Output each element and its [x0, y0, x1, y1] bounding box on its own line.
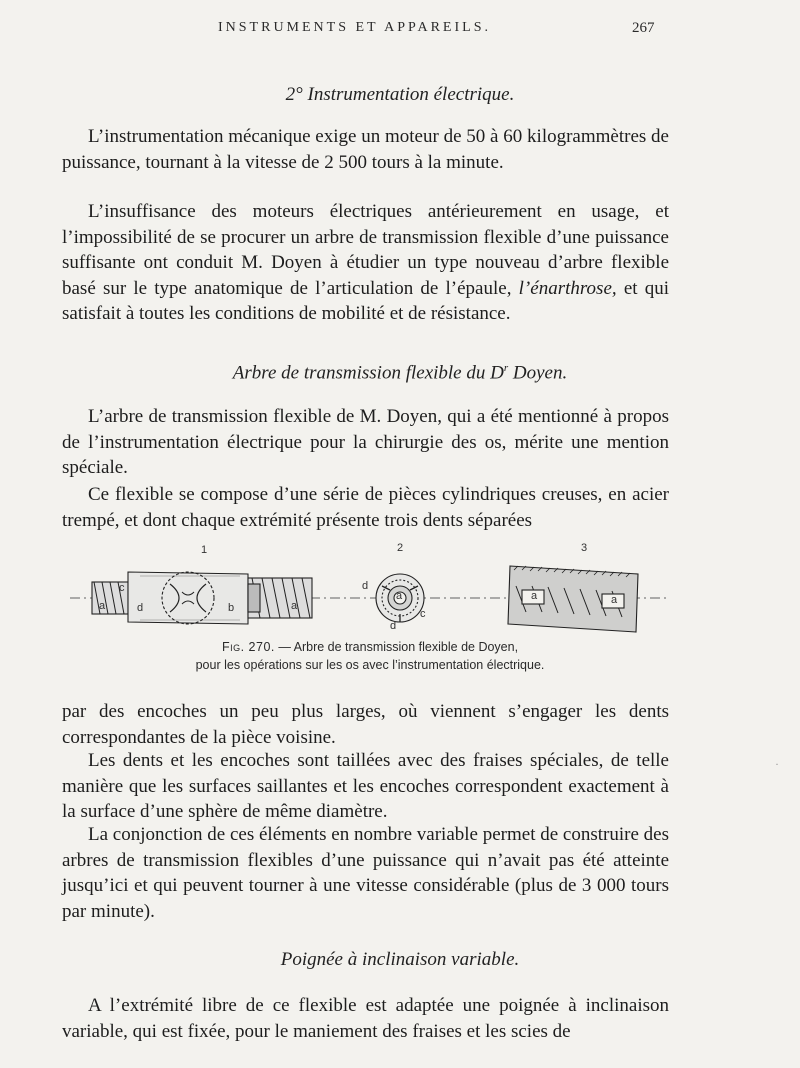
page-header: [0, 20, 800, 44]
paragraph-2-end: et qui satisfait à toutes les conditions de mobilité et de résistance.: [62, 277, 670, 324]
margin-speck: ·: [775, 757, 779, 771]
caption-line-1-text: — Arbre de transmission flexible de Doyen,: [274, 640, 519, 654]
figure-label-c-left: c: [119, 582, 125, 594]
figure-label-d-left: d: [137, 602, 144, 614]
arbre-title-end: Doyen.: [508, 362, 568, 384]
paragraph-8: A l’extrémité libre de ce flexible est adaptée une poignée à inclinaison variable, qui est fixée, pour le maniement des fraises et les scies de: [62, 995, 669, 1042]
paragraph-5: par des encoches un peu plus larges, où viennent s’engager les dents correspondantes de la pièce voisine.: [62, 701, 669, 748]
figure-label-d-section-top: d: [362, 580, 369, 592]
caption-figure-number: Fig. 270.: [221, 640, 275, 654]
paragraph-4: Ce flexible se compose d’une série de pièces cylindriques creuses, en acier trempé, et dont chaque extrémité présente trois dents séparées: [62, 484, 669, 531]
flexible-shaft-drawing: [70, 540, 670, 640]
page-number: 267: [632, 20, 655, 36]
caption-line-1: [70, 638, 670, 656]
figure-panel-1-number: 1: [201, 544, 208, 556]
paragraph-2: [62, 199, 669, 327]
paragraph-6: Les dents et les encoches sont taillées avec des fraises spéciales, de telle manière que les surfaces saillantes et les encoches correspondent exactement à la surface d’une sphère de même diamètre.: [62, 750, 669, 822]
paragraph-2-emphasis: l’énarthrose,: [518, 277, 617, 299]
arbre-title-main: Arbre de transmission flexible du D: [232, 362, 504, 384]
panel-1-shaft: [92, 572, 312, 624]
figure-panel-2-number: 2: [397, 542, 404, 554]
arbre-title-sup: r: [503, 362, 509, 374]
figure-label-a-section-right: a: [611, 594, 618, 606]
figure-label-b: b: [228, 602, 235, 614]
paragraph-1: L’instrumentation mécanique exige un moteur de 50 à 60 kilogrammètres de puissance, tournant à la vitesse de 2 500 tours à la minute.: [62, 126, 669, 173]
paragraph-2-start: L’insuffisance des moteurs électriques antérieurement en usage, et l’impossibilité de se procurer un arbre de transmission flexible d’une puissance suffisante ont conduit M. Doyen à étudier un type nouveau d’arbre flexible basé sur le type anatomique de l’articulation de l’épaule,: [62, 201, 669, 299]
figure-caption: [70, 638, 670, 674]
caption-line-2: pour les opérations sur les os avec l’instrumentation électrique.: [195, 658, 545, 672]
section-title-electrique: 2° Instrumentation électrique.: [285, 84, 515, 105]
figure-label-a-left: a: [99, 600, 106, 612]
figure-panel-3-number: 3: [581, 542, 588, 554]
section-title-arbre: [0, 362, 800, 384]
panel-3-section: [508, 566, 638, 632]
figure-label-a-section-left: a: [531, 590, 538, 602]
figure-label-d-section-bottom: d: [390, 620, 397, 632]
paragraph-3: L’arbre de transmission flexible de M. Doyen, qui a été mentionné à propos de l’instrumentation électrique pour la chirurgie des os, mérite une mention spéciale.: [62, 406, 669, 478]
section-title-poignee: Poignée à inclinaison variable.: [280, 949, 520, 970]
paragraph-7: La conjonction de ces éléments en nombre variable permet de construire des arbres de transmission flexibles d’une puissance qui n’avait pas été atteinte jusqu’ici et qui peuvent tourner à une vitesse considérable (plus de 3 000 tours par minute).: [62, 824, 669, 922]
figure-label-a-section: a: [396, 590, 403, 602]
figure-label-c-section: c: [420, 608, 426, 620]
running-head: INSTRUMENTS ET APPAREILS.: [218, 20, 491, 35]
figure-label-a-right: a: [291, 600, 298, 612]
